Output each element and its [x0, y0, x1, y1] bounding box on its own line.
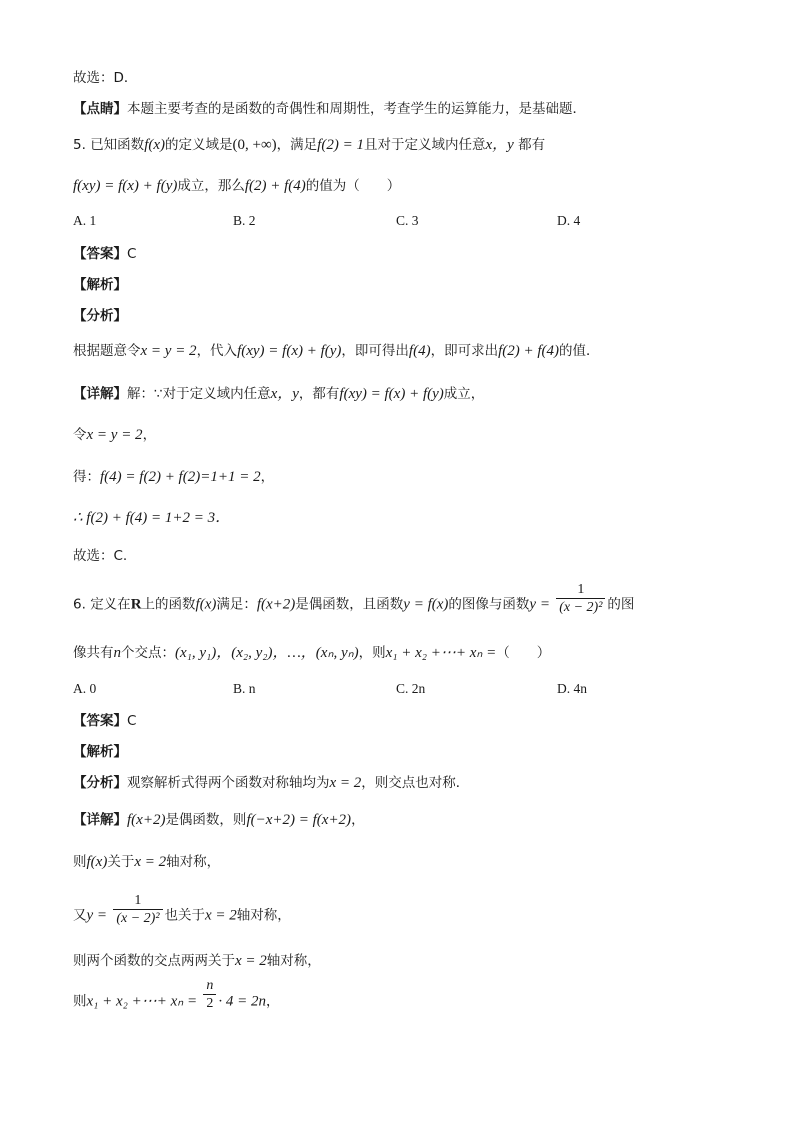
q6-detail-line3: 又y = $\frac{1}{\text{(x − 2)²}}$ 也关于x = 2轴对称， — [73, 893, 291, 926]
q6-detail-fraction: $\frac{1}{\text{(x − 2)²}}$ — [113, 893, 162, 928]
q5-detail-line1: 【详解】解：∵对于定义域内任意x，y，都有f(xy) = f(x) + f(y)成立， — [73, 386, 485, 402]
q5-conclusion: 故选：C. — [73, 548, 128, 564]
q6-option-b: B. n — [233, 681, 256, 696]
q5-stem-line2: f(xy) = f(x) + f(y)成立，那么f(2) + f(4)的值为（ ） — [73, 178, 401, 194]
q5-jiexi-heading: 【解析】 — [73, 277, 127, 293]
conclusion-prev: 故选：D． — [73, 70, 138, 86]
q6-option-c: C. 2n — [396, 681, 426, 696]
q5-answer: 【答案】C — [73, 246, 137, 262]
q6-fraction: $\frac{1}{\text{(x − 2)²}}$ — [556, 582, 605, 617]
q5-detail-line3: 得：f(4) = f(2) + f(2)=1+1 = 2， — [73, 469, 275, 485]
q6-detail-line5: 则x₁ + x₂ +⋯+ xₙ = $\frac{n}{2}$ · 4 = 2n， — [73, 978, 280, 1011]
q5-detail-line2: 令x = y = 2， — [73, 427, 157, 443]
q5-analysis: 根据题意令x = y = 2，代入f(xy) = f(x) + f(y)，即可得出f(4)，即可求出f(2) + f(4)的值． — [73, 343, 600, 359]
q6-stem-line2: 像共有n个交点：(x₁, y₁)，(x₂, y₂)，…，(xₙ, yₙ)，则x₁ + x₂ +⋯+ xₙ =（ ） — [73, 645, 551, 661]
q6-option-d: D. 4n — [557, 681, 587, 696]
q5-option-a: A. 1 — [73, 213, 97, 228]
q5-fenxi-heading: 【分析】 — [73, 308, 127, 324]
q6-stem-line1: 6. 定义在R上的函数f(x)满足：f(x+2)是偶函数，且函数y = f(x)的图像与函数y = $\frac{1}{\text{(x − 2)²}}$ 的图 — [73, 582, 635, 615]
q6-analysis: 【分析】观察解析式得两个函数对称轴均为x = 2，则交点也对称． — [73, 775, 470, 791]
q6-detail-line2: 则f(x)关于x = 2轴对称， — [73, 854, 221, 870]
q5-option-c: C. 3 — [396, 213, 419, 228]
q5-detail-line4: ∴ f(2) + f(4) = 1+2 = 3． — [73, 510, 231, 526]
q6-option-a: A. 0 — [73, 681, 97, 696]
q5-option-b: B. 2 — [233, 213, 256, 228]
q5-stem-line1: 5. 已知函数f(x)的定义域是(0, +∞)，满足f(2) = 1且对于定义域内任意x，y 都有 — [73, 137, 546, 153]
q6-detail-line4: 则两个函数的交点两两关于x = 2轴对称， — [73, 953, 321, 969]
q6-detail-line1: 【详解】f(x+2)是偶函数，则f(−x+2) = f(x+2)， — [73, 812, 365, 828]
dianjing-note: 【点睛】本题主要考查的是函数的奇偶性和周期性，考查学生的运算能力，是基础题． — [73, 101, 586, 117]
q6-jiexi-heading: 【解析】 — [73, 744, 127, 760]
q6-answer: 【答案】C — [73, 713, 137, 729]
q6-n-over-2: $\frac{n}{2}$ — [203, 978, 216, 1013]
q5-option-d: D. 4 — [557, 213, 581, 228]
